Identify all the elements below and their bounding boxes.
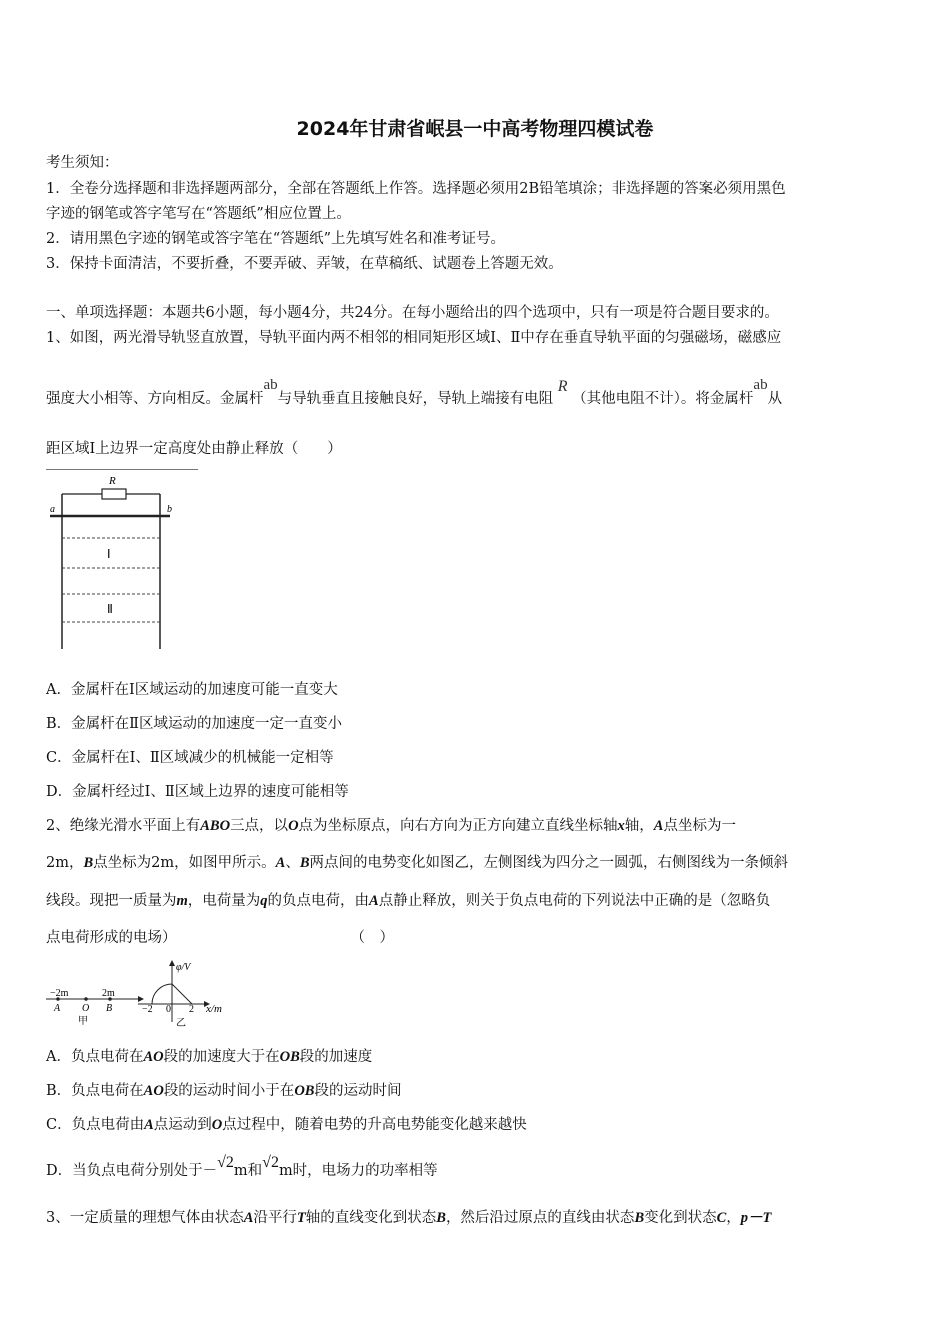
- q2-l2-t6: 两点间的电势变化如图乙，左侧图线为四分之一圆弧，右侧图线为一条倾斜: [309, 855, 788, 871]
- q2-l1-t6: 轴，: [624, 818, 654, 834]
- notice-item-2: 2．请用黑色字迹的钢笔或答字笔在“答题纸”上先填写姓名和准考证号。: [46, 231, 506, 247]
- q2-d-t4: m时，电场力的功率相等: [278, 1163, 438, 1179]
- yi-caption: 乙: [176, 1018, 186, 1029]
- q2-figure-yi: [138, 956, 238, 1032]
- q2-l1-v1: ABO: [200, 818, 231, 834]
- q1-option-d: D．金属杆经过Ⅰ、Ⅱ区域上边界的速度可能相等: [46, 784, 349, 800]
- jia-point-o: [84, 997, 88, 1001]
- jia-tick-minus2: −2m: [50, 988, 69, 999]
- q2-a-t0: A．负点电荷在: [46, 1049, 144, 1065]
- q2-l2-v3: A: [275, 855, 286, 871]
- q3-t0: 3、一定质量的理想气体由状态: [46, 1210, 244, 1226]
- q3-t2: 沿平行: [253, 1210, 297, 1226]
- region-2-label: Ⅱ: [107, 602, 113, 616]
- yi-slope-line: [172, 984, 192, 1004]
- q2-figure-jia: [46, 984, 146, 1030]
- q1-option-b: B．金属杆在Ⅱ区域运动的加速度一定一直变小: [46, 716, 343, 732]
- q2-line-4: 点电荷形成的电场） （ ）: [46, 930, 394, 946]
- q1-line-3: 距区域Ⅰ上边界一定高度处由静止释放（ ）: [46, 441, 342, 457]
- q1-line-1: 1、如图，两光滑导轨竖直放置，导轨平面内两不相邻的相同矩形区域Ⅰ、Ⅱ中存在垂直导轨平面的匀强磁场，磁感应: [46, 330, 782, 346]
- q2-line-3: [46, 891, 770, 911]
- exam-title: 2024年甘肃省岷县一中高考物理四模试卷: [296, 118, 654, 140]
- yi-tick-minus2: −2: [142, 1004, 153, 1015]
- q3-t8: 变化到状态: [644, 1210, 717, 1226]
- q2-l3-v3: q: [260, 893, 268, 909]
- q2-l3-v5: A: [369, 893, 379, 909]
- q2-l3-t6: 点静止释放，则关于负点电荷的下列说法中正确的是（忽略负: [378, 893, 771, 909]
- q2-option-b: [46, 1081, 401, 1101]
- q2-c-t2: 点运动到: [153, 1117, 212, 1133]
- q2-b-v3: OB: [294, 1083, 315, 1099]
- resistor-symbol: [102, 489, 126, 499]
- q2-c-t0: C．负点电荷由: [46, 1117, 145, 1133]
- q1-ab-1: ab: [263, 377, 278, 393]
- q2-l2-v1: B: [83, 855, 94, 871]
- jia-caption: 甲: [78, 1016, 88, 1027]
- jia-label-o: O: [82, 1003, 90, 1014]
- q2-b-t2: 段的运动时间小于在: [163, 1083, 295, 1099]
- q2-l3-v1: m: [176, 893, 188, 909]
- q3-v5: B: [436, 1210, 446, 1226]
- q2-l1-v3: O: [288, 818, 299, 834]
- resistor-label: R: [109, 475, 116, 487]
- q2-l1-t8: 点坐标为一: [663, 818, 736, 834]
- q2-b-t0: B．负点电荷在: [46, 1083, 144, 1099]
- q2-c-v1: A: [144, 1117, 154, 1133]
- jia-tick-2: 2m: [102, 988, 115, 999]
- q3-v1: A: [243, 1210, 254, 1226]
- q2-l2-t0: 2m，: [46, 855, 84, 871]
- q2-d-sqrt-1: √2: [217, 1154, 234, 1171]
- q1-text-a: 强度大小相等、方向相反。金属杆: [46, 391, 264, 407]
- rod-end-b-label: b: [167, 504, 172, 515]
- q3-t10: ，: [726, 1210, 741, 1226]
- q2-l1-v7: A: [653, 818, 664, 834]
- q2-option-a: [46, 1047, 372, 1067]
- q2-line-2: [46, 853, 788, 873]
- yi-y-arrow: [169, 960, 175, 966]
- q2-l2-t4: 、: [285, 855, 300, 871]
- q2-c-t4: 点过程中，随着电势的升高电势能变化越来越快: [222, 1117, 527, 1133]
- q2-l1-t0: 2、绝缘光滑水平面上有: [46, 818, 201, 834]
- q2-l1-v5: x: [617, 818, 625, 834]
- section-1-heading: 一、单项选择题：本题共6小题，每小题4分，共24分。在每小题给出的四个选项中，只有一项是符合题目要求的。: [46, 305, 779, 321]
- q2-a-v1: AO: [143, 1049, 164, 1065]
- q1-R: R: [557, 378, 568, 395]
- q2-a-v3: OB: [279, 1049, 300, 1065]
- q2-l3-t2: ，电荷量为: [187, 893, 261, 909]
- q2-l2-t2: 点坐标为2m，如图甲所示。: [93, 855, 276, 871]
- q2-l3-t0: 线段。现把一质量为: [46, 893, 177, 909]
- region-1-label: Ⅰ: [107, 547, 111, 561]
- q3-v7: B: [634, 1210, 645, 1226]
- jia-label-a: A: [54, 1003, 61, 1014]
- q3-line-1: [46, 1208, 771, 1228]
- jia-label-b: B: [106, 1003, 113, 1014]
- q1-ab-2: ab: [753, 377, 768, 393]
- q2-line-1: [46, 816, 736, 836]
- q2-l3-t4: 的负点电荷，由: [267, 893, 370, 909]
- yi-x-label: x/m: [206, 1003, 222, 1015]
- q2-d-sqrt-2: √2: [262, 1154, 279, 1171]
- notice-heading: 考生须知：: [46, 155, 119, 171]
- q1-rail-figure: [46, 472, 186, 652]
- q3-v3: T: [296, 1210, 306, 1226]
- q1-line-2: [46, 377, 783, 409]
- yi-y-label: φ/V: [176, 962, 191, 973]
- q2-l2-v5: B: [299, 855, 310, 871]
- q2-d-t2: m和: [233, 1163, 263, 1179]
- q1-option-c: C．金属杆在Ⅰ、Ⅱ区域减少的机械能一定相等: [46, 750, 334, 766]
- q2-d-t0: D．当负点电荷分别处于－: [46, 1163, 218, 1179]
- q2-l1-t2: 三点，以: [230, 818, 289, 834]
- q2-a-t2: 段的加速度大于在: [163, 1049, 280, 1065]
- notice-item-1a: 1．全卷分选择题和非选择题两部分，全部在答题纸上作答。选择题必须用2B铅笔填涂；非选择题的答案必须用黑色: [46, 181, 786, 197]
- q1-text-c: （其他电阻不计）。将金属杆: [572, 391, 754, 407]
- rod-end-a-label: a: [50, 504, 55, 515]
- q2-c-v3: O: [211, 1117, 223, 1133]
- notice-item-3: 3．保持卡面清洁，不要折叠，不要弄破、弄皱，在草稿纸、试题卷上答题无效。: [46, 256, 563, 272]
- yi-tick-zero: 0: [166, 1004, 171, 1015]
- q2-option-d: [46, 1154, 438, 1181]
- q3-t4: 轴的直线变化到状态: [305, 1210, 437, 1226]
- q2-b-t4: 段的运动时间: [314, 1083, 402, 1099]
- q1-text-d: 从: [767, 391, 783, 407]
- q2-l1-t4: 点为坐标原点，向右方向为正方向建立直线坐标轴: [298, 818, 618, 834]
- q1-option-a: A．金属杆在Ⅰ区域运动的加速度可能一直变大: [46, 682, 338, 698]
- q3-v11: p－T: [740, 1210, 772, 1226]
- yi-tick-2: 2: [189, 1004, 194, 1015]
- q1-text-b: 与导轨垂直且接触良好，导轨上端接有电阻: [277, 391, 554, 407]
- q3-v9: C: [716, 1210, 727, 1226]
- q2-a-t4: 段的加速度: [299, 1049, 373, 1065]
- q2-b-v1: AO: [143, 1083, 164, 1099]
- q3-t6: ，然后沿过原点的直线由状态: [445, 1210, 635, 1226]
- yi-arc-curve: [152, 984, 172, 1004]
- notice-item-1b: 字迹的钢笔或答字笔写在“答题纸”相应位置上。: [46, 206, 351, 222]
- q2-option-c: [46, 1115, 527, 1135]
- figure-separator: [46, 469, 198, 470]
